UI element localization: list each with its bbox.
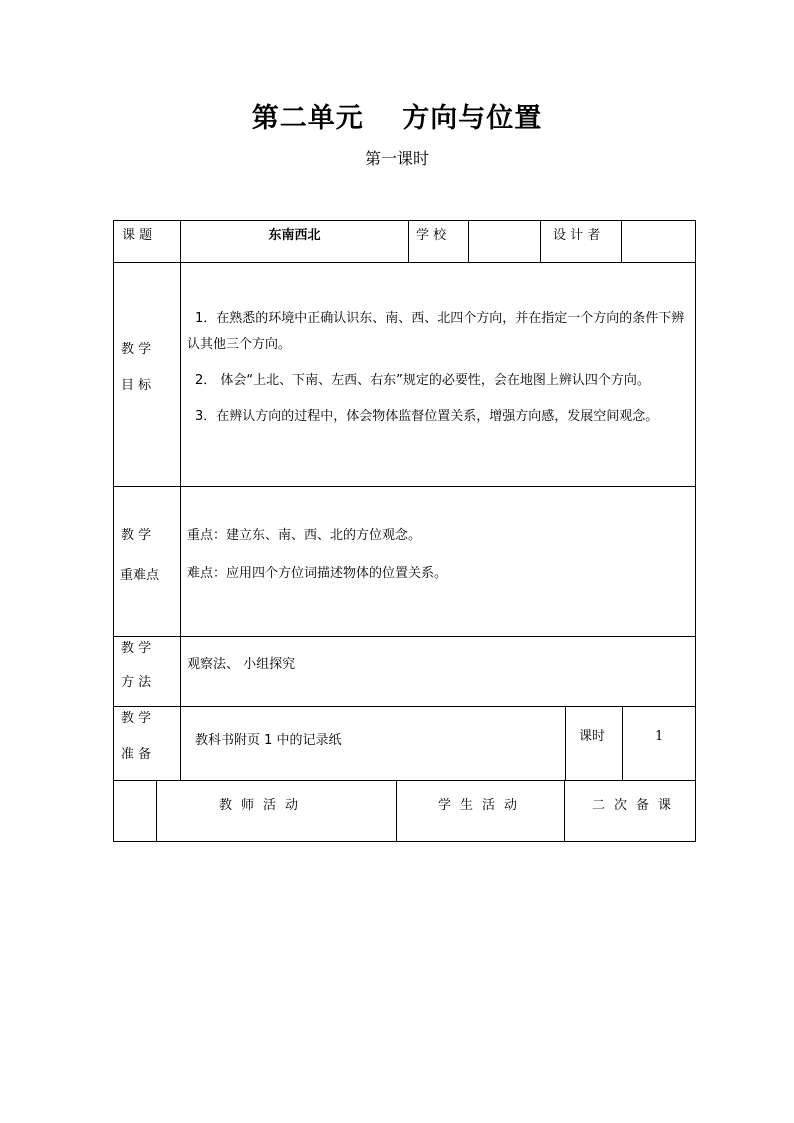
page-title: 第二单元 方向与位置 xyxy=(251,103,543,134)
difficulty-point: 难点：应用四个方位词描述物体的位置关系。 xyxy=(187,566,448,581)
key-label-line1: 教 学 xyxy=(121,528,152,543)
lesson-subtitle: 第一课时 xyxy=(364,149,429,168)
method-value: 观察法、 小组探究 xyxy=(187,657,296,672)
topic-value: 东南西北 xyxy=(268,228,321,243)
prep-label-line1: 教 学 xyxy=(121,711,152,726)
table-border-left xyxy=(113,220,114,842)
table-border-top xyxy=(113,220,696,221)
table-rule xyxy=(113,262,696,263)
prep-value: 教科书附页 1 中的记录纸 xyxy=(195,733,342,748)
table-rule xyxy=(396,780,397,841)
table-border-bottom xyxy=(113,841,696,842)
topic-label: 课 题 xyxy=(122,228,153,243)
table-rule xyxy=(621,220,622,262)
table-rule xyxy=(408,220,409,262)
table-rule xyxy=(156,780,157,841)
goal-item: 3．在辨认方向的过程中，体会物体监督位置关系，增强方向感，发展空间观念。 xyxy=(195,409,659,424)
key-label-line2: 重难点 xyxy=(120,568,160,583)
hours-label: 课时 xyxy=(579,729,606,744)
table-rule xyxy=(622,706,623,780)
second-prep-heading: 二次备课 xyxy=(592,798,681,813)
table-rule xyxy=(565,706,566,780)
goal-item: 1．在熟悉的环境中正确认识东、南、西、北四个方向，并在指定一个方向的条件下辨认其他三个方向。 xyxy=(187,311,685,352)
key-point: 重点：建立东、南、西、北的方位观念。 xyxy=(187,528,422,543)
goal-item: 2． 体会“上北、下南、左西、右东”规定的必要性，会在地图上辨认四个方向。 xyxy=(195,373,650,388)
table-rule xyxy=(540,220,541,262)
hours-value: 1 xyxy=(655,729,664,744)
goals-label-line1: 教 学 xyxy=(121,342,152,357)
table-rule xyxy=(113,706,696,707)
table-rule xyxy=(564,780,565,841)
table-border-right xyxy=(695,220,696,842)
school-label: 学 校 xyxy=(416,228,447,243)
designer-label: 设 计 者 xyxy=(553,228,601,243)
goals-label-line2: 目 标 xyxy=(121,378,152,393)
table-rule xyxy=(113,780,696,781)
table-rule xyxy=(113,486,696,487)
student-activity-heading: 学生活动 xyxy=(438,798,527,813)
method-label-line1: 教 学 xyxy=(121,641,152,656)
prep-label-line2: 准 备 xyxy=(121,747,152,762)
table-rule xyxy=(180,220,181,780)
table-rule xyxy=(468,220,469,262)
table-rule xyxy=(113,636,696,637)
teacher-activity-heading: 教师活动 xyxy=(219,798,308,813)
method-label-line2: 方 法 xyxy=(121,675,152,690)
